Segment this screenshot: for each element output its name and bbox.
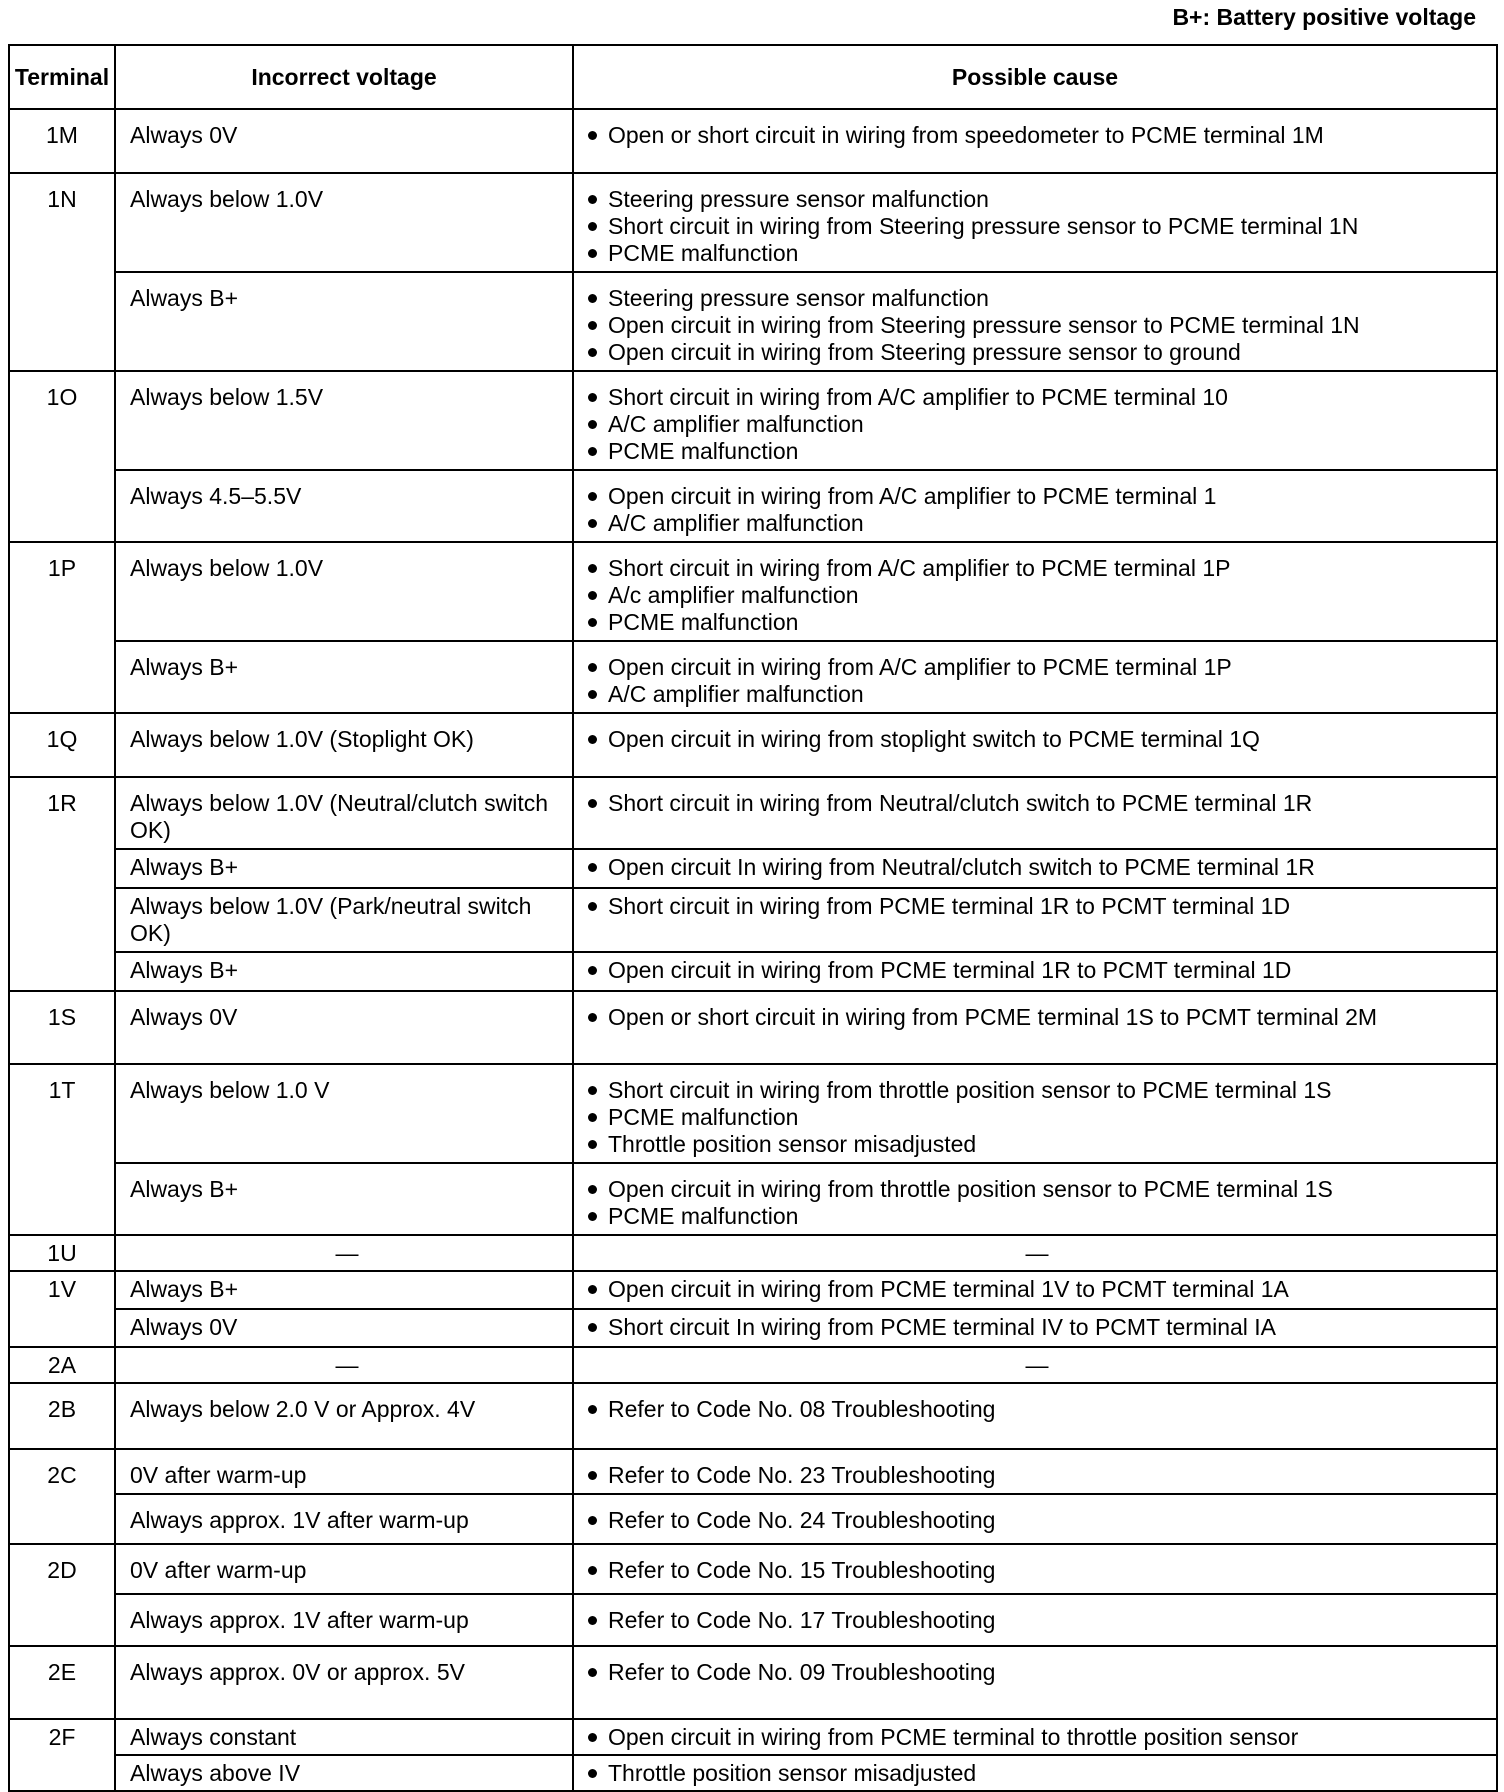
bullet-icon [588, 131, 597, 140]
cause-cell: — [573, 1235, 1497, 1271]
terminal-cell: 1S [9, 991, 115, 1064]
cause-cell [573, 952, 1497, 991]
terminal-cell: 1N [9, 173, 115, 371]
cause-item: Short circuit in wiring from Steering pressure sensor to PCME terminal 1N [584, 213, 1490, 240]
table-row [9, 1309, 1497, 1347]
incorrect-voltage-column-header: Incorrect voltage [115, 45, 573, 109]
cause-item: Open circuit in wiring from A/C amplifier to PCME terminal 1 [584, 483, 1490, 510]
voltage-cell: 0V after warm-up [115, 1449, 573, 1494]
bullet-icon [588, 1212, 597, 1221]
bullet-icon [588, 420, 597, 429]
voltage-cell: Always below 1.0V (Stoplight OK) [115, 713, 573, 777]
voltage-cell: Always B+ [115, 1163, 573, 1235]
bullet-icon [588, 735, 597, 744]
cause-cell [573, 713, 1497, 777]
cause-cell [573, 1271, 1497, 1309]
cause-item: Open circuit In wiring from Neutral/clutch switch to PCME terminal 1R [584, 854, 1490, 881]
voltage-cell: Always below 1.5V [115, 371, 573, 470]
table-row [9, 1271, 1497, 1309]
possible-cause-column-header: Possible cause [573, 45, 1497, 109]
voltage-cell: Always B+ [115, 849, 573, 888]
cause-item: Short circuit In wiring from PCME terminal IV to PCMT terminal IA [584, 1314, 1490, 1341]
voltage-cell: Always approx. 1V after warm-up [115, 1494, 573, 1544]
cause-item: A/C amplifier malfunction [584, 411, 1490, 438]
table-row [9, 542, 1497, 641]
cause-item: Refer to Code No. 15 Troubleshooting [584, 1557, 1490, 1584]
cause-item: Refer to Code No. 24 Troubleshooting [584, 1507, 1490, 1534]
terminal-voltage-table [8, 44, 1498, 1792]
voltage-cell: Always below 1.0V [115, 173, 573, 272]
cause-cell [573, 1594, 1497, 1646]
bullet-icon [588, 799, 597, 808]
terminal-column-header: Terminal [9, 45, 115, 109]
table-row [9, 1064, 1497, 1163]
cause-item: Short circuit in wiring from throttle position sensor to PCME terminal 1S [584, 1077, 1490, 1104]
bullet-icon [588, 1185, 597, 1194]
terminal-cell: 2B [9, 1383, 115, 1449]
cause-item: Open circuit in wiring from PCME terminal 1R to PCMT terminal 1D [584, 957, 1490, 984]
cause-item: A/C amplifier malfunction [584, 681, 1490, 708]
cause-item: Open circuit in wiring from PCME terminal to throttle position sensor [584, 1724, 1490, 1751]
cause-cell: — [573, 1347, 1497, 1383]
bullet-icon [588, 393, 597, 402]
cause-item: Open circuit in wiring from PCME terminal 1V to PCMT terminal 1A [584, 1276, 1490, 1303]
cause-cell [573, 1719, 1497, 1755]
cause-cell [573, 888, 1497, 952]
bullet-icon [588, 348, 597, 357]
voltage-cell: Always 4.5–5.5V [115, 470, 573, 542]
table-row [9, 1347, 1497, 1383]
bullet-icon [588, 902, 597, 911]
bullet-icon [588, 1769, 597, 1778]
cause-item: Open circuit in wiring from throttle position sensor to PCME terminal 1S [584, 1176, 1490, 1203]
cause-cell [573, 849, 1497, 888]
table-row [9, 173, 1497, 272]
table-row [9, 470, 1497, 542]
bullet-icon [588, 1668, 597, 1677]
voltage-cell: Always approx. 0V or approx. 5V [115, 1646, 573, 1719]
cause-cell [573, 777, 1497, 849]
voltage-cell: Always approx. 1V after warm-up [115, 1594, 573, 1646]
bullet-icon [588, 1516, 597, 1525]
bullet-icon [588, 1086, 597, 1095]
bullet-icon [588, 321, 597, 330]
table-row [9, 641, 1497, 713]
cause-item: Open or short circuit in wiring from PCME terminal 1S to PCMT terminal 2M [584, 1004, 1490, 1031]
terminal-cell: 2D [9, 1544, 115, 1646]
table-row [9, 1594, 1497, 1646]
cause-cell [573, 1064, 1497, 1163]
voltage-cell: — [115, 1235, 573, 1271]
terminal-cell: 2E [9, 1646, 115, 1719]
voltage-cell: Always B+ [115, 272, 573, 371]
table-row [9, 1719, 1497, 1755]
table-row [9, 713, 1497, 777]
table-row [9, 1383, 1497, 1449]
bullet-icon [588, 663, 597, 672]
table-row [9, 1163, 1497, 1235]
bullet-icon [588, 222, 597, 231]
bullet-icon [588, 249, 597, 258]
bullet-icon [588, 195, 597, 204]
voltage-cell: Always 0V [115, 991, 573, 1064]
bullet-icon [588, 1405, 597, 1414]
cause-cell [573, 470, 1497, 542]
table-row [9, 1755, 1497, 1791]
cause-item: Open circuit in wiring from Steering pressure sensor to ground [584, 339, 1490, 366]
cause-cell [573, 542, 1497, 641]
voltage-cell: Always 0V [115, 1309, 573, 1347]
terminal-cell: 1P [9, 542, 115, 713]
cause-cell [573, 109, 1497, 173]
bullet-icon [588, 1471, 597, 1480]
cause-item: A/C amplifier malfunction [584, 510, 1490, 537]
voltage-cell: Always below 1.0V [115, 542, 573, 641]
bullet-icon [588, 1733, 597, 1742]
terminal-cell: 1R [9, 777, 115, 991]
cause-item: Short circuit in wiring from A/C amplifier to PCME terminal 10 [584, 384, 1490, 411]
bullet-icon [588, 519, 597, 528]
table-row [9, 888, 1497, 952]
table-row [9, 1449, 1497, 1494]
bullet-icon [588, 1140, 597, 1149]
cause-cell [573, 272, 1497, 371]
terminal-cell: 2F [9, 1719, 115, 1791]
table-header-row [9, 45, 1497, 109]
cause-item: Open circuit in wiring from A/C amplifier to PCME terminal 1P [584, 654, 1490, 681]
bullet-icon [588, 1616, 597, 1625]
cause-item: Refer to Code No. 09 Troubleshooting [584, 1659, 1490, 1686]
cause-item: Open circuit in wiring from Steering pressure sensor to PCME terminal 1N [584, 312, 1490, 339]
cause-cell [573, 1163, 1497, 1235]
bullet-icon [588, 618, 597, 627]
cause-cell [573, 371, 1497, 470]
cause-cell [573, 1755, 1497, 1791]
bullet-icon [588, 294, 597, 303]
table-row [9, 1494, 1497, 1544]
terminal-cell: 1Q [9, 713, 115, 777]
cause-item: PCME malfunction [584, 1203, 1490, 1230]
cause-item: Open circuit in wiring from stoplight switch to PCME terminal 1Q [584, 726, 1490, 753]
cause-item: Steering pressure sensor malfunction [584, 186, 1490, 213]
cause-item: A/c amplifier malfunction [584, 582, 1490, 609]
bullet-icon [588, 1013, 597, 1022]
cause-item: PCME malfunction [584, 438, 1490, 465]
voltage-cell: Always constant [115, 1719, 573, 1755]
cause-item: Short circuit in wiring from Neutral/clutch switch to PCME terminal 1R [584, 790, 1490, 817]
table-row [9, 109, 1497, 173]
voltage-cell: Always below 1.0 V [115, 1064, 573, 1163]
cause-item: Refer to Code No. 17 Troubleshooting [584, 1607, 1490, 1634]
cause-item: Throttle position sensor misadjusted [584, 1760, 1490, 1787]
terminal-cell: 1T [9, 1064, 115, 1235]
voltage-cell: Always below 2.0 V or Approx. 4V [115, 1383, 573, 1449]
cause-cell [573, 1309, 1497, 1347]
bullet-icon [588, 1566, 597, 1575]
voltage-cell: Always above IV [115, 1755, 573, 1791]
voltage-cell: Always below 1.0V (Neutral/clutch switch OK) [115, 777, 573, 849]
terminal-cell: 2C [9, 1449, 115, 1544]
voltage-legend: B+: Battery positive voltage [1172, 4, 1476, 30]
bullet-icon [588, 564, 597, 573]
cause-cell [573, 1449, 1497, 1494]
terminal-cell: 1V [9, 1271, 115, 1347]
bullet-icon [588, 591, 597, 600]
bullet-icon [588, 1285, 597, 1294]
cause-item: Steering pressure sensor malfunction [584, 285, 1490, 312]
bullet-icon [588, 1113, 597, 1122]
cause-item: Refer to Code No. 23 Troubleshooting [584, 1462, 1490, 1489]
cause-cell [573, 1383, 1497, 1449]
table-row [9, 371, 1497, 470]
table-row [9, 1235, 1497, 1271]
bullet-icon [588, 966, 597, 975]
cause-item: Open or short circuit in wiring from speedometer to PCME terminal 1M [584, 122, 1490, 149]
cause-cell [573, 1646, 1497, 1719]
bullet-icon [588, 447, 597, 456]
cause-cell [573, 1494, 1497, 1544]
cause-cell [573, 173, 1497, 272]
voltage-cell: — [115, 1347, 573, 1383]
table-row [9, 991, 1497, 1064]
table-row [9, 777, 1497, 849]
table-row [9, 952, 1497, 991]
cause-item: Throttle position sensor misadjusted [584, 1131, 1490, 1158]
voltage-cell: Always below 1.0V (Park/neutral switch OK) [115, 888, 573, 952]
terminal-cell: 1U [9, 1235, 115, 1271]
terminal-cell: 1O [9, 371, 115, 542]
voltage-cell: 0V after warm-up [115, 1544, 573, 1594]
voltage-cell: Always 0V [115, 109, 573, 173]
cause-item: PCME malfunction [584, 609, 1490, 636]
cause-cell [573, 991, 1497, 1064]
cause-item: Short circuit in wiring from A/C amplifier to PCME terminal 1P [584, 555, 1490, 582]
terminal-cell: 2A [9, 1347, 115, 1383]
table-row [9, 272, 1497, 371]
cause-item: Short circuit in wiring from PCME terminal 1R to PCMT terminal 1D [584, 893, 1490, 920]
cause-item: PCME malfunction [584, 1104, 1490, 1131]
bullet-icon [588, 690, 597, 699]
cause-item: PCME malfunction [584, 240, 1490, 267]
voltage-cell: Always B+ [115, 952, 573, 991]
table-row [9, 849, 1497, 888]
terminal-cell: 1M [9, 109, 115, 173]
table-row [9, 1544, 1497, 1594]
voltage-cell: Always B+ [115, 641, 573, 713]
cause-cell [573, 1544, 1497, 1594]
cause-cell [573, 641, 1497, 713]
voltage-cell: Always B+ [115, 1271, 573, 1309]
bullet-icon [588, 492, 597, 501]
bullet-icon [588, 1323, 597, 1332]
bullet-icon [588, 863, 597, 872]
cause-item: Refer to Code No. 08 Troubleshooting [584, 1396, 1490, 1423]
table-row [9, 1646, 1497, 1719]
